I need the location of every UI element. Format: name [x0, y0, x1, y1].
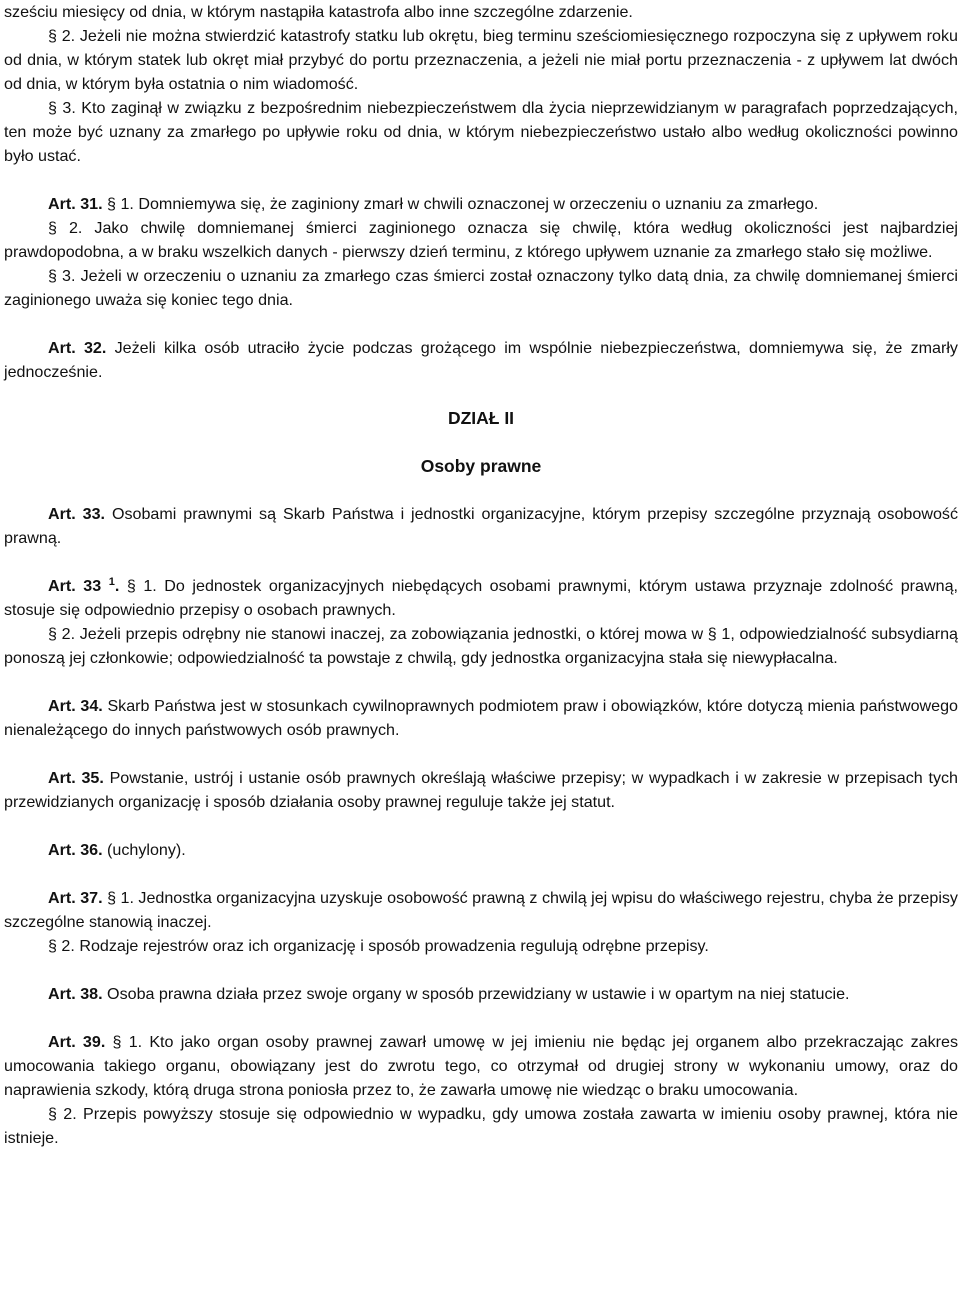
art33-1-par1 [4, 574, 958, 622]
art34-text: Skarb Państwa jest w stosunkach cywilnoprawnych podmiotem praw i obowiązków, które dotyczą mienia państwowego nienależącego do innych państwowych osób prawnych. [4, 697, 958, 739]
art33-1-number [48, 577, 119, 595]
art30-par3: § 3. Kto zaginął w związku z bezpośrednim niebezpieczeństwem dla życia nieprzewidzianym w paragrafach poprzedzających, ten może być uznany za zmarłego po upływie roku od dnia, w którym niebezpieczeństwo ustało albo według okoliczności powinno było ustać. [4, 99, 958, 165]
art35 [4, 766, 958, 814]
art37-par1 [4, 886, 958, 934]
art39-par1 [4, 1030, 958, 1102]
art39-par2: § 2. Przepis powyższy stosuje się odpowiednio w wypadku, gdy umowa została zawarta w imieniu osoby prawnej, która nie istnieje. [4, 1105, 958, 1147]
art33-1-number-main: Art. 33 [48, 577, 102, 595]
art33-1-par1-text: § 1. Do jednostek organizacyjnych niebędących osobami prawnymi, którym ustawa przyznaje zdolność prawną, stosuje się odpowiednio przepisy o osobach prawnych. [4, 577, 958, 619]
division-title: DZIAŁ II [447, 408, 515, 428]
art34 [4, 694, 958, 742]
art32-text: Jeżeli kilka osób utraciło życie podczas grożącego im wspólnie niebezpieczeństwa, domniemywa się, że zmarły jednocześnie. [4, 339, 958, 381]
art32-number: Art. 32. [48, 339, 107, 357]
art33 [4, 502, 958, 550]
art36-text: (uchylony). [107, 841, 186, 859]
art37-number: Art. 37. [48, 889, 103, 907]
art31-par1-text: § 1. Domniemywa się, że zaginiony zmarł w chwili oznaczonej w orzeczeniu o uznaniu za zmarłego. [107, 195, 819, 213]
art33-1-par2: § 2. Jeżeli przepis odrębny nie stanowi inaczej, za zobowiązania jednostki, o której mowa w § 1, odpowiedzialność subsydiarną ponoszą jej członkowie; odpowiedzialność ta powstaje z chwilą, gdy jednostka organizacyjna stała się niewypłacalna. [4, 625, 958, 667]
art35-text: Powstanie, ustrój i ustanie osób prawnych określają właściwe przepisy; w wypadkach i w zakresie w przepisach tych przewidzianych organizację i sposób działania osoby prawnej reguluje także jej statut. [4, 769, 958, 811]
art33-text: Osobami prawnymi są Skarb Państwa i jednostki organizacyjne, którym przepisy szczególne przyznają osobowość prawną. [4, 505, 958, 547]
art39-number: Art. 39. [48, 1033, 106, 1051]
art35-number: Art. 35. [48, 769, 104, 787]
art31-par1 [4, 192, 958, 216]
art39-par1-text: § 1. Kto jako organ osoby prawnej zawarł umowę w jej imieniu nie będąc jej organem albo przekraczając zakres umocowania takiego organu, obowiązany jest do zwrotu tego, co otrzymał od drugiej strony w wykonaniu umowy, oraz do naprawienia szkody, którą druga strona poniosła przez to, że zawarła umowę nie wiedząc o braku umocowania. [4, 1033, 959, 1099]
art37-par1-text: § 1. Jednostka organizacyjna uzyskuje osobowość prawną z chwilą jej wpisu do właściwego rejestru, chyba że przepisy szczególne stanowią inaczej. [4, 889, 958, 931]
art32 [4, 336, 958, 384]
art31-par3: § 3. Jeżeli w orzeczeniu o uznaniu za zmarłego czas śmierci został oznaczony tylko datą dnia, za chwilę domniemanej śmierci zaginionego uważa się koniec tego dnia. [4, 267, 958, 309]
art36-number: Art. 36. [48, 841, 103, 859]
art38-number: Art. 38. [48, 985, 103, 1003]
art33-number: Art. 33. [48, 505, 106, 523]
division-subtitle: Osoby prawne [420, 456, 542, 476]
art38-text: Osoba prawna działa przez swoje organy w sposób przewidziany w ustawie i w opartym na niej statucie. [107, 985, 850, 1003]
art37-par2: § 2. Rodzaje rejestrów oraz ich organizację i sposób prowadzenia regulują odrębne przepisy. [48, 937, 709, 955]
art30-continuation: sześciu miesięcy od dnia, w którym nastąpiła katastrofa albo inne szczególne zdarzenie. [4, 3, 633, 21]
art33-1-superscript: 1 [108, 576, 115, 588]
art34-number: Art. 34. [48, 697, 103, 715]
art31-par2: § 2. Jako chwilę domniemanej śmierci zaginionego oznacza się chwilę, która według okoliczności jest najbardziej prawdopodobna, a w braku wszelkich danych - pierwszy dzień terminu, z którego upływem uznanie za zmarłego stało się możliwe. [4, 219, 958, 261]
art31-number: Art. 31. [48, 195, 103, 213]
art33-1-number-dot: . [114, 577, 120, 595]
art30-par2: § 2. Jeżeli nie można stwierdzić katastrofy statku lub okrętu, bieg terminu sześciomiesięcznego rozpoczyna się z upływem roku od dnia, w którym statek lub okręt miał przybyć do portu przeznaczenia, a jeżeli nie miał portu przeznaczenia - z upływem lat dwóch od dnia, w którym była ostatnia o nim wiadomość. [4, 27, 958, 93]
art36 [4, 838, 958, 862]
art38 [4, 982, 958, 1006]
